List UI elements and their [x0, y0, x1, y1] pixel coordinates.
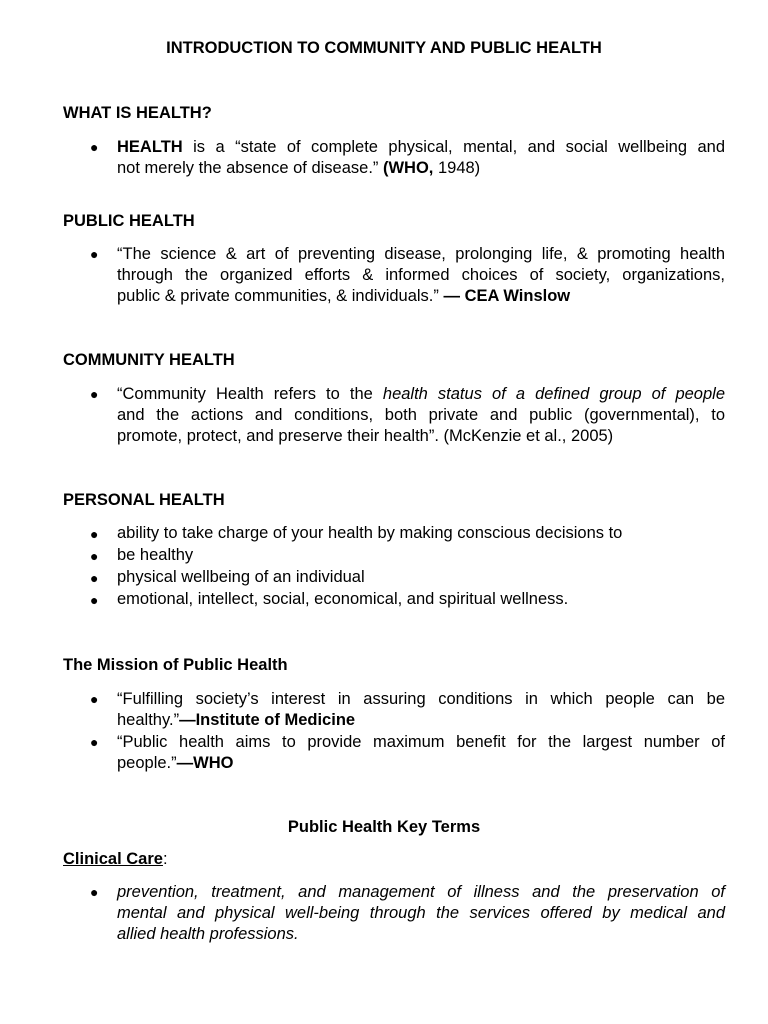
bullet-icon: ● — [90, 884, 99, 900]
list-item: be healthy — [117, 546, 194, 564]
health-line-2: not merely the absence of disease.” (WHO, 1948) — [117, 159, 481, 177]
mission-item-2 — [117, 732, 725, 774]
mission-item-1 — [117, 689, 725, 731]
list-item: emotional, intellect, social, economical, and spiritual wellness. — [117, 590, 569, 608]
bullet-icon: ● — [90, 246, 99, 262]
community-health-line-2: and the actions and conditions, both private and public (governmental), to — [117, 406, 725, 424]
heading-mission: The Mission of Public Health — [63, 656, 288, 674]
health-line-1: HEALTH is a “state of complete physical, mental, and social wellbeing and — [117, 138, 725, 156]
community-health-line-1: “Community Health refers to the health status of a defined group of people — [117, 385, 725, 403]
list-item: physical wellbeing of an individual — [117, 568, 365, 586]
clinical-care-line-2: mental and physical well-being through the services offered by medical and — [117, 904, 725, 922]
bullet-icon: ● — [90, 139, 99, 155]
heading-key-terms: Public Health Key Terms — [287, 818, 481, 836]
public-health-line-2: through the organized efforts & informed choices of society, organizations, — [117, 266, 725, 284]
mission-item-1-line-2: healthy.”—Institute of Medicine — [117, 711, 356, 729]
clinical-care-label: Clinical Care: — [63, 850, 168, 868]
heading-community-health: COMMUNITY HEALTH — [63, 351, 235, 369]
heading-public-health: PUBLIC HEALTH — [63, 212, 195, 230]
public-health-definition — [117, 244, 725, 307]
heading-personal-health: PERSONAL HEALTH — [63, 491, 225, 509]
bullet-icon: ● — [90, 691, 99, 707]
public-health-line-1: “The science & art of preventing disease, prolonging life, & promoting health — [117, 245, 725, 263]
bullet-icon: ● — [90, 526, 99, 542]
bullet-icon: ● — [90, 548, 99, 564]
clinical-care-line-3: allied health professions. — [117, 925, 299, 943]
mission-item-2-line-1: “Public health aims to provide maximum benefit for the largest number of — [117, 733, 725, 751]
clinical-care-line-1: prevention, treatment, and management of illness and the preservation of — [117, 883, 725, 901]
heading-what-is-health: WHAT IS HEALTH? — [63, 104, 212, 122]
health-definition — [117, 137, 725, 179]
mission-item-2-line-2: people.”—WHO — [117, 754, 234, 772]
list-item: ability to take charge of your health by making conscious decisions to — [117, 524, 623, 542]
bullet-icon: ● — [90, 570, 99, 586]
community-health-definition — [117, 384, 725, 447]
bullet-icon: ● — [90, 386, 99, 402]
page-title: INTRODUCTION TO COMMUNITY AND PUBLIC HEALTH — [166, 39, 602, 57]
bullet-icon: ● — [90, 734, 99, 750]
bullet-icon: ● — [90, 592, 99, 608]
clinical-care-definition — [117, 882, 725, 945]
mission-item-1-line-1: “Fulfilling society’s interest in assuring conditions in which people can be — [117, 690, 725, 708]
public-health-line-3: public & private communities, & individuals.” — CEA Winslow — [117, 287, 571, 305]
community-health-line-3: promote, protect, and preserve their health”. (McKenzie et al., 2005) — [117, 427, 614, 445]
